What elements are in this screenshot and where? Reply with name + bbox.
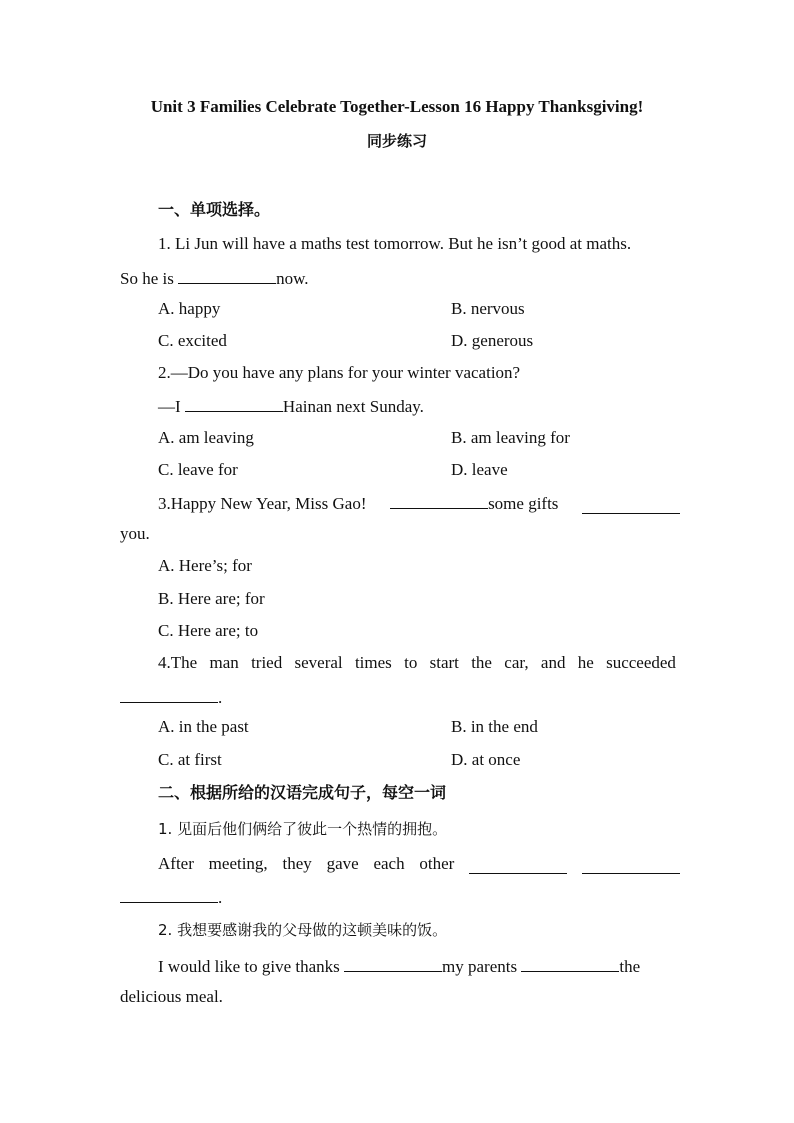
s1-blank-2 — [582, 857, 680, 874]
q2-line2 — [158, 395, 424, 417]
q3-option-c: C. Here are; to — [158, 621, 259, 640]
q2-line1: 2.—Do you have any plans for your winter vacation? — [158, 363, 521, 382]
s1-chinese: 1. 见面后他们俩给了彼此一个热情的拥抱。 — [158, 820, 448, 838]
q3-blank-1 — [390, 492, 488, 509]
s1-word: meeting, — [208, 854, 268, 873]
q4-line2-post: . — [218, 688, 223, 707]
s1-word: After — [158, 854, 194, 873]
q1-line1: 1. Li Jun will have a maths test tomorrow. But he isn’t good at maths. — [158, 234, 632, 253]
q3-line1-middle — [390, 492, 558, 514]
q1-line2 — [120, 267, 309, 289]
s2-chinese: 2. 我想要感谢我的父母做的这顿美味的饭。 — [158, 921, 448, 939]
page-title: Unit 3 Families Celebrate Together-Lesson 16 Happy Thanksgiving! — [150, 97, 644, 116]
section-1-heading: 一、单项选择。 — [158, 200, 271, 219]
q4-word: he — [577, 653, 594, 672]
q2-blank — [185, 395, 283, 412]
q4-word: man — [209, 653, 239, 672]
s2-blank-2 — [521, 955, 619, 972]
s1-word: other — [419, 854, 455, 873]
section-2-heading: 二、根据所给的汉语完成句子，每空一词 — [158, 783, 447, 802]
q3-line1-pre: 3.Happy New Year, Miss Gao! — [158, 494, 367, 513]
q3-blank-2 — [582, 497, 680, 514]
q2-option-a: A. am leaving — [158, 428, 254, 447]
s1-blank-3 — [120, 886, 218, 903]
s1-word: they — [282, 854, 312, 873]
q2-line2-pre: —I — [158, 397, 185, 416]
q4-word: the — [471, 653, 492, 672]
q4-word: start — [429, 653, 459, 672]
q4-word: several — [294, 653, 343, 672]
q4-line1 — [158, 653, 676, 673]
q4-word: car, — [504, 653, 529, 672]
q2-line2-post: Hainan next Sunday. — [282, 397, 424, 416]
q3-option-b: B. Here are; for — [158, 589, 265, 608]
s2-line2: delicious meal. — [120, 987, 223, 1006]
q4-word: 4.The — [158, 653, 198, 672]
s1-word: gave — [326, 854, 359, 873]
q4-option-b: B. in the end — [451, 717, 538, 736]
q1-option-c: C. excited — [158, 331, 227, 350]
q4-option-c: C. at first — [158, 750, 222, 769]
q4-option-d: D. at once — [451, 750, 521, 769]
q4-option-a: A. in the past — [158, 717, 249, 736]
s2-blank-1 — [344, 955, 442, 972]
q4-word: times — [354, 653, 392, 672]
q1-blank — [178, 267, 276, 284]
q1-line2-post: now. — [276, 269, 309, 288]
q3-option-a: A. Here’s; for — [158, 556, 252, 575]
q1-option-d: D. generous — [451, 331, 534, 350]
q4-word: tried — [251, 653, 283, 672]
s2-line1 — [158, 955, 640, 977]
q1-option-b: B. nervous — [451, 299, 525, 318]
q3-line1-mid: some gifts — [488, 494, 559, 513]
q2-option-d: D. leave — [451, 460, 508, 479]
s1-line2 — [120, 886, 222, 908]
q4-word: to — [404, 653, 418, 672]
q4-word: succeeded — [606, 653, 676, 672]
q4-line2 — [120, 686, 222, 708]
q1-option-a: A. happy — [158, 299, 221, 318]
s1-word: each — [373, 854, 405, 873]
s1-line2-post: . — [218, 888, 223, 907]
q4-word: and — [540, 653, 566, 672]
s2-line1-mid: my parents — [442, 957, 522, 976]
s2-line1-post: the — [619, 957, 641, 976]
q3-line1 — [158, 492, 680, 514]
s1-blank-1 — [469, 857, 567, 874]
q2-option-b: B. am leaving for — [451, 428, 570, 447]
q1-line2-pre: So he is — [120, 269, 179, 288]
s1-line1 — [158, 854, 680, 874]
q3-line2: you. — [120, 524, 150, 543]
q2-option-c: C. leave for — [158, 460, 238, 479]
s2-line1-pre: I would like to give thanks — [158, 957, 345, 976]
page-subtitle: 同步练习 — [366, 132, 427, 150]
q4-blank — [120, 686, 218, 703]
